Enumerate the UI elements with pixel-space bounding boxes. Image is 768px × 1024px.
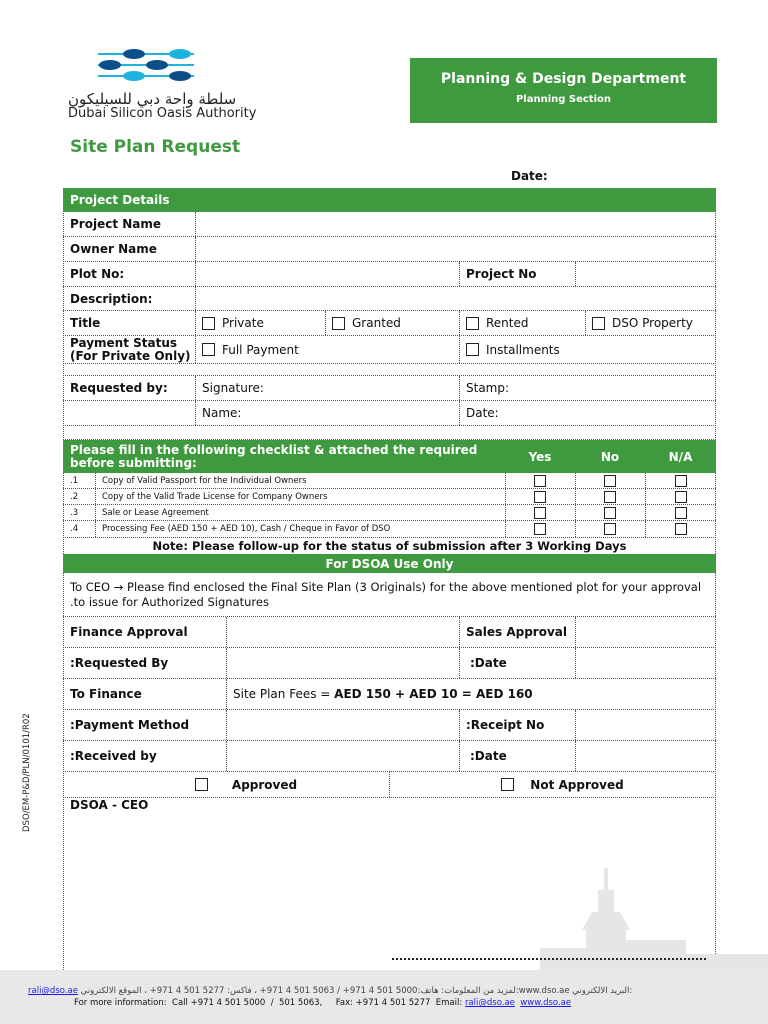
checklist-no-checkbox[interactable]: [575, 473, 645, 488]
approved-option[interactable]: Approved: [63, 772, 389, 797]
checklist-item: [63, 473, 716, 489]
na-column-header: N/A: [668, 449, 693, 464]
checklist-item-text: Copy of the Valid Trade License for Company Owners: [102, 491, 328, 502]
checkbox-icon[interactable]: [332, 317, 345, 330]
project-details-header: [63, 188, 716, 212]
checklist-item: [63, 489, 716, 505]
project-details-title: Project Details: [70, 193, 170, 207]
checklist-item-number: .3: [70, 507, 79, 518]
checklist-item: [63, 521, 716, 538]
dsoa-header: [63, 554, 716, 573]
project-name-label: Project Name: [70, 217, 162, 231]
stamp-field[interactable]: Stamp:: [466, 381, 510, 395]
title-option-dso-property[interactable]: DSO Property: [585, 311, 716, 335]
title-label: Title: [70, 316, 101, 330]
row-spacer: [63, 426, 716, 440]
row-requested-by: [63, 648, 716, 679]
checklist-note-row: [63, 538, 716, 554]
checklist-yes-checkbox[interactable]: [505, 473, 575, 488]
logo-english-name: Dubai Silicon Oasis Authority: [68, 106, 257, 121]
ceo-request-text: To CEO → Please find enclosed the Final Site Plan (3 Originals) for the above mentioned plot for your approval .to issue for Authorized Signatures: [70, 579, 702, 609]
ceo-signature-label: DSOA - CEO: [70, 798, 149, 812]
to-finance-label: To Finance: [70, 687, 142, 701]
checkbox-icon[interactable]: [202, 343, 215, 356]
description-label: Description:: [70, 291, 153, 306]
dsoa-requested-by-label: :Requested By: [70, 656, 169, 670]
payment-method-label: :Payment Method: [70, 718, 190, 732]
title-option-private[interactable]: Private: [195, 311, 325, 335]
dsoa-date-field[interactable]: [575, 648, 716, 678]
checklist-na-checkbox[interactable]: [645, 521, 716, 537]
checklist-item-text: Sale or Lease Agreement: [102, 507, 209, 518]
row-approvals: [63, 617, 716, 648]
dsoa-requested-by-field[interactable]: [226, 648, 459, 678]
description-field[interactable]: [195, 287, 716, 310]
row-title: [63, 311, 716, 336]
checklist-item-number: .2: [70, 491, 79, 502]
row-spacer: [63, 364, 716, 376]
requested-by-label: Requested by:: [70, 381, 168, 395]
footer-arabic-contact: rali@dso.ae لمزيد من المعلومات: هاتف:5000 501 4 971+ / 5063 501 4 971+ ، فاكس: 5277 501 4 971+ ، الموقع الالكتروني:www.dso.ae البريد الالكتروني:: [28, 986, 633, 996]
owner-name-label: Owner Name: [70, 242, 157, 256]
signature-field[interactable]: Signature:: [202, 381, 264, 395]
checklist-na-checkbox[interactable]: [645, 473, 716, 488]
checklist-no-checkbox[interactable]: [575, 505, 645, 520]
project-no-field[interactable]: [575, 262, 716, 286]
finance-approval-label: Finance Approval: [70, 625, 188, 639]
signature-line[interactable]: [392, 958, 706, 960]
checklist-item-number: .4: [70, 524, 79, 534]
form-date-label: Date:: [511, 169, 548, 183]
site-plan-fees: Site Plan Fees = AED 150 + AED 10 = AED 160: [233, 687, 533, 701]
checklist-header: [63, 440, 716, 473]
logo-arabic-name: سلطة واحة دبي للسيليكون: [68, 90, 237, 108]
received-by-field[interactable]: [226, 741, 459, 771]
checkbox-icon[interactable]: [592, 317, 605, 330]
checklist-yes-checkbox[interactable]: [505, 489, 575, 504]
checkbox-icon[interactable]: [501, 778, 514, 791]
checkbox-icon[interactable]: [604, 475, 616, 487]
requested-date-field[interactable]: Date:: [466, 406, 499, 420]
payment-option-full[interactable]: Full Payment: [195, 336, 459, 363]
receipt-no-field[interactable]: [575, 710, 716, 740]
checklist-na-checkbox[interactable]: [645, 505, 716, 520]
checkbox-icon[interactable]: [675, 507, 687, 519]
title-option-granted[interactable]: Granted: [325, 311, 459, 335]
checklist-item: [63, 505, 716, 521]
project-no-label: Project No: [466, 267, 537, 281]
department-title: Planning & Design Department: [440, 71, 687, 87]
finance-approval-field[interactable]: [226, 617, 459, 647]
no-column-header: No: [600, 449, 620, 464]
row-payment-method: [63, 710, 716, 741]
name-field[interactable]: Name:: [202, 406, 242, 420]
received-date-field[interactable]: [575, 741, 716, 771]
checklist-item-text: Copy of Valid Passport for the Individual Owners: [102, 475, 307, 486]
row-plot: [63, 262, 716, 287]
row-project-name: [63, 212, 716, 237]
receipt-no-label: :Receipt No: [466, 718, 545, 732]
received-date-label: :Date: [470, 749, 507, 763]
checkbox-icon[interactable]: [534, 491, 546, 503]
checkbox-icon[interactable]: [604, 523, 616, 535]
checkbox-icon[interactable]: [202, 317, 215, 330]
checkbox-icon[interactable]: [534, 523, 546, 535]
project-name-field[interactable]: [195, 212, 716, 236]
plot-no-field[interactable]: [195, 262, 459, 286]
payment-method-field[interactable]: [226, 710, 459, 740]
footer-arabic-email-link[interactable]: rali@dso.ae: [28, 986, 78, 996]
department-box: [410, 58, 717, 123]
checkbox-icon[interactable]: [604, 491, 616, 503]
row-to-finance: [63, 679, 716, 710]
checkbox-icon[interactable]: [195, 778, 208, 791]
payment-option-installments[interactable]: Installments: [459, 336, 716, 363]
yes-column-header: Yes: [528, 449, 552, 464]
checkbox-icon[interactable]: [675, 475, 687, 487]
checkbox-icon[interactable]: [466, 343, 479, 356]
title-option-rented[interactable]: Rented: [459, 311, 585, 335]
footer-email-link[interactable]: rali@dso.ae: [464, 998, 515, 1008]
footer: [0, 970, 768, 1024]
checkbox-icon[interactable]: [466, 317, 479, 330]
checkbox-icon[interactable]: [675, 491, 687, 503]
checklist-yes-checkbox[interactable]: [505, 521, 575, 537]
received-by-label: :Received by: [70, 749, 157, 763]
dsoa-title: For DSOA Use Only: [325, 556, 454, 571]
plot-no-label: Plot No:: [70, 267, 125, 281]
checkbox-icon[interactable]: [534, 475, 546, 487]
row-payment-status: [63, 336, 716, 364]
row-description: [63, 287, 716, 311]
row-requested-name: [63, 401, 716, 426]
checklist-item-text: Processing Fee (AED 150 + AED 10), Cash / Cheque in Favor of DSO: [102, 524, 391, 534]
checklist-title: Please fill in the following checklist & attached the required before submitting:: [70, 442, 478, 470]
checklist-note: Note: Please follow-up for the status of submission after 3 Working Days: [152, 539, 627, 553]
form-title: Site Plan Request: [70, 137, 241, 157]
tower-watermark-icon: [520, 860, 768, 972]
sales-approval-label: Sales Approval: [466, 625, 567, 639]
section-title: Planning Section: [515, 94, 612, 105]
checklist-item-number: .1: [70, 475, 79, 486]
payment-status-label: Payment Status (For Private Only): [70, 335, 191, 363]
checklist-no-checkbox[interactable]: [575, 521, 645, 537]
row-approval-decision: [63, 772, 716, 798]
not-approved-option[interactable]: Not Approved: [389, 772, 716, 797]
document-code: DSO/EM-P&D/PLN/0101/R02: [22, 713, 32, 832]
dsoa-date-label: :Date: [470, 656, 507, 670]
row-requested-signature: [63, 376, 716, 401]
row-ceo-text: [63, 573, 716, 617]
owner-name-field[interactable]: [195, 237, 716, 261]
checkbox-icon[interactable]: [675, 523, 687, 535]
row-owner-name: [63, 237, 716, 262]
logo-mark-icon: [98, 49, 194, 81]
footer-english-contact: For more information: Call +971 4 501 5000 / 501 5063, Fax: +971 4 501 5277 Email: rali@dso.ae www.dso.ae: [74, 998, 572, 1008]
sales-approval-field[interactable]: [575, 617, 716, 647]
footer-website-link[interactable]: www.dso.ae: [520, 998, 572, 1008]
checkbox-icon[interactable]: [534, 507, 546, 519]
checklist-no-checkbox[interactable]: [575, 489, 645, 504]
checklist-yes-checkbox[interactable]: [505, 505, 575, 520]
checklist-na-checkbox[interactable]: [645, 489, 716, 504]
checkbox-icon[interactable]: [604, 507, 616, 519]
row-received-by: [63, 741, 716, 772]
